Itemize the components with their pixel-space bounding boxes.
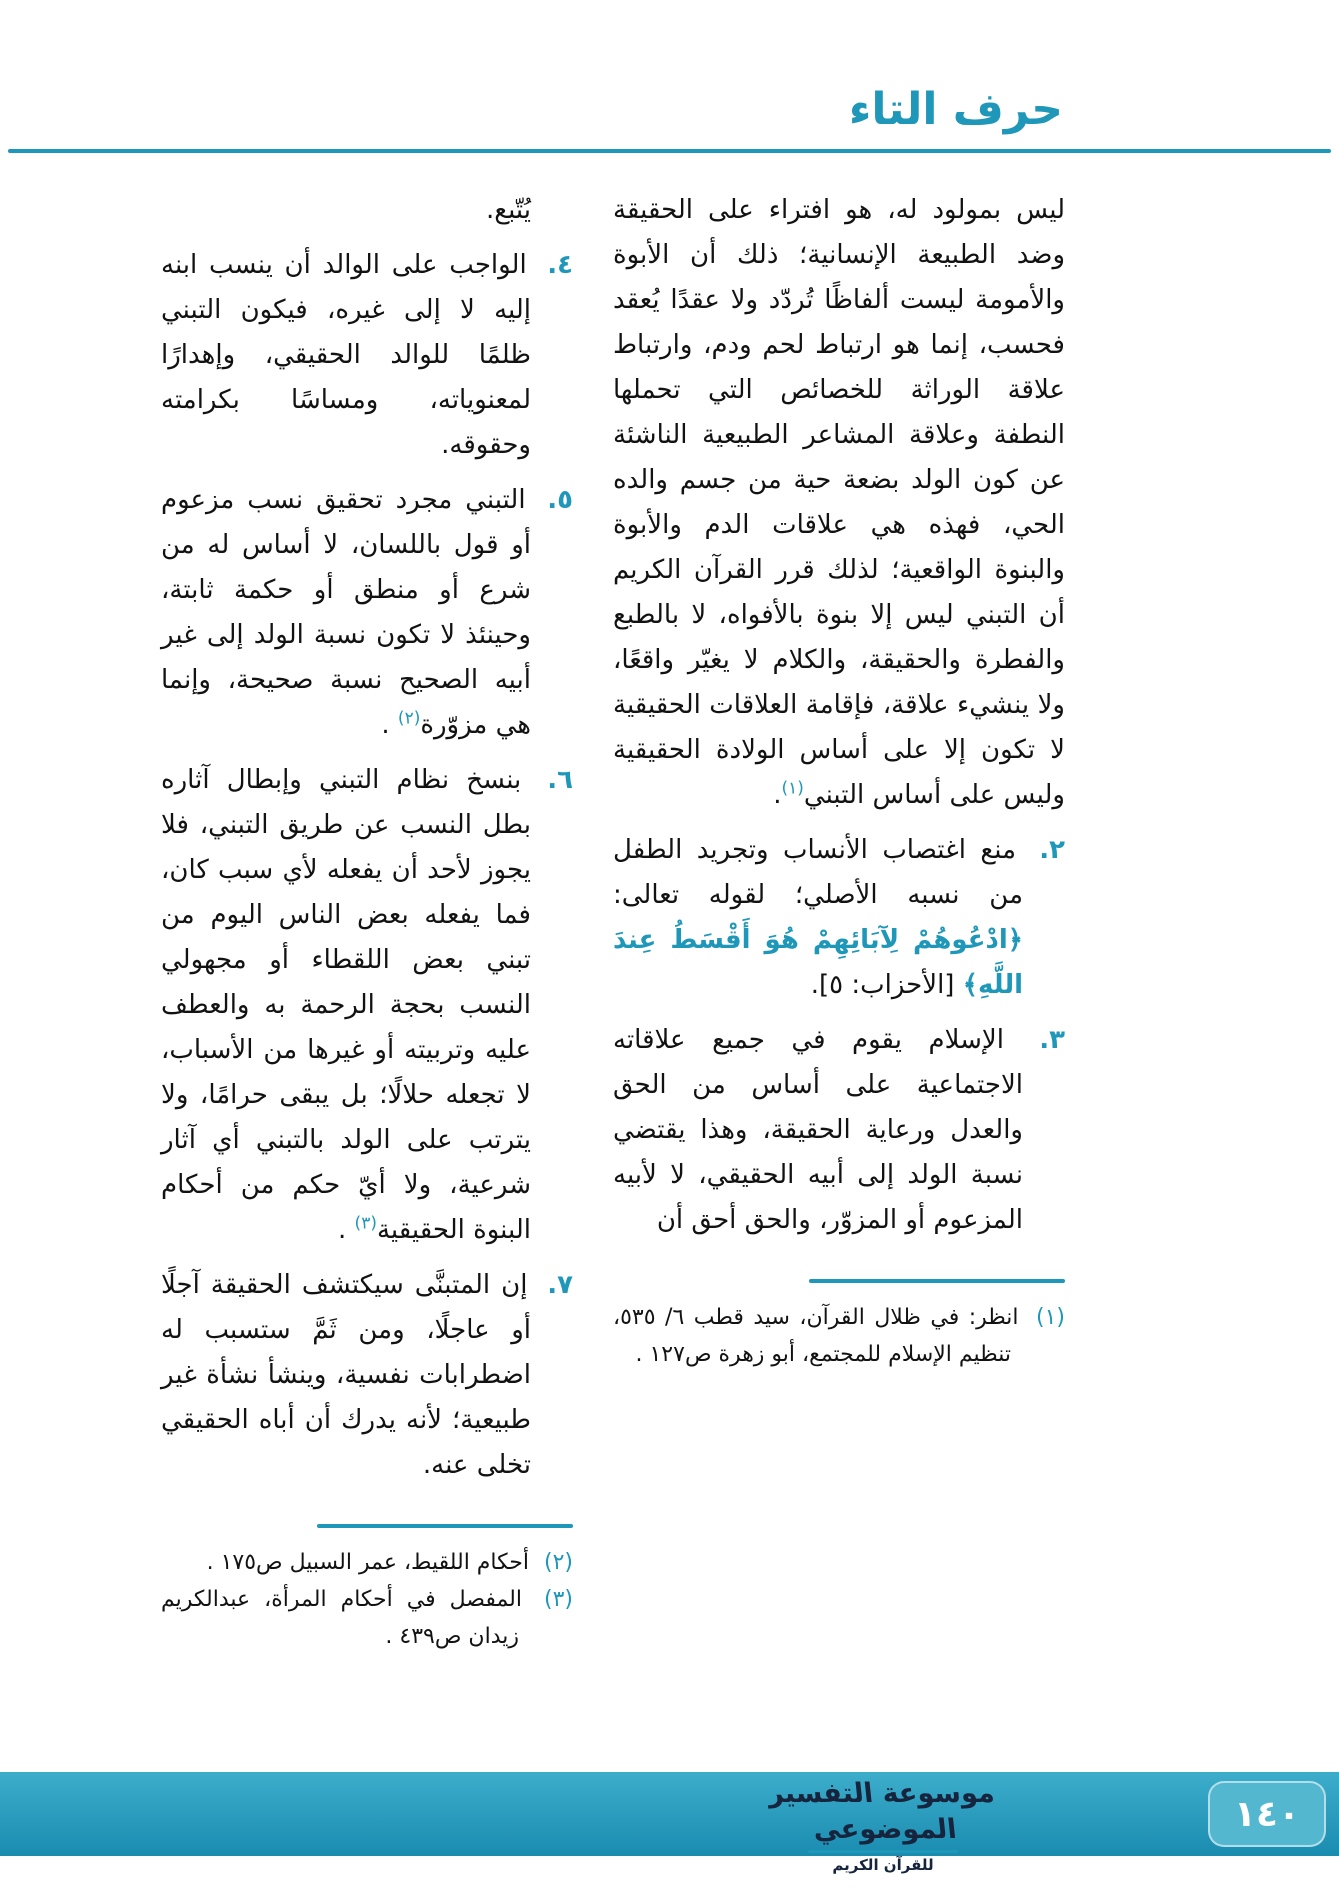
column-left-footnotes [161, 1544, 573, 1655]
text-segment: . [338, 1215, 355, 1245]
publisher-logo-subtitle: للقرآن الكريم [832, 1856, 934, 1874]
text-segment: [الأحزاب: ٥]. [810, 970, 963, 1000]
footnote-reference: (٢) [397, 708, 421, 729]
item-number: ٣. [1011, 1025, 1065, 1055]
publisher-logo [748, 1776, 1018, 1875]
numbered-item [161, 1263, 573, 1488]
column-left-text [161, 188, 573, 1488]
text-segment: منع اغتصاب الأنساب وتجريد الطفل من نسبه الأصلي؛ لقوله تعالى: [613, 835, 1023, 910]
item-number: ٧. [535, 1270, 573, 1300]
item-number: ٥. [533, 485, 573, 515]
logo-swash [808, 1850, 958, 1853]
footer-band [0, 1772, 1339, 1874]
footnote-text: المفصل في أحكام المرأة، عبدالكريم زيدان ص٤٣٩ . [161, 1587, 522, 1649]
page-content [160, 188, 1065, 1655]
text-segment: ليس بمولود له، هو افتراء على الحقيقة وضد الطبيعة الإنسانية؛ ذلك أن الأبوة والأمومة ليست ألفاظًا تُردّد ولا عقدًا يُعقد فحسب، إنما هو ارتباط لحم ودم، وارتباط علاقة الوراثة للخصائص التي تحملها النطفة وعلاقة المشاعر الطبيعية الناشئة عن كون الولد بضعة حية من جسم والده الحي، فهذه هي علاقات الدم والأبوة والبنوة الواقعية؛ لذلك قرر القرآن الكريم أن التبني ليس إلا بنوة بالأفواه، لا بالطبع والفطرة والحقيقة، والكلام لا يغيّر واقعًا، ولا ينشيء علاقة، فإقامة العلاقات الحقيقية لا تكون إلا على أساس الولادة الحقيقية وليس على أساس التبني [613, 195, 1065, 810]
numbered-item [161, 758, 573, 1253]
item-number: ٢. [1024, 835, 1065, 865]
column-right-footnotes [613, 1299, 1065, 1373]
text-segment: . [381, 710, 398, 740]
text-column-right [613, 188, 1065, 1373]
numbered-item [613, 828, 1065, 1008]
footnote-number: (١) [1026, 1305, 1066, 1330]
numbered-item [613, 1018, 1065, 1243]
footnote-reference: (١) [781, 778, 804, 799]
numbered-item [161, 243, 573, 468]
text-segment: الواجب على الوالد أن ينسب ابنه إليه لا إلى غيره، فيكون التبني ظلمًا للوالد الحقيقي، وإهدارًا لمعنوياته، ومساسًا بكرامته وحقوقه. [161, 250, 531, 460]
footnote-reference: (٣) [354, 1213, 377, 1234]
text-segment: بنسخ نظام التبني وإبطال آثاره بطل النسب عن طريق التبني، فلا يجوز لأحد أن يفعله لأي سبب كان، فما يفعله بعض الناس اليوم من تبني بعض اللقطاء أو مجهولي النسب بحجة الرحمة به والعطف عليه وتربيته أو غيرها من الأسباب، لا تجعله حلالًا؛ بل يبقى حرامًا، ولا يترتب على الولد بالتبني أي آثار شرعية، ولا أيّ حكم من أحكام البنوة الحقيقية [161, 765, 531, 1245]
numbered-item [161, 478, 573, 748]
text-column-left [161, 188, 573, 1655]
column-right-text [613, 188, 1065, 1243]
text-segment: يُتّبع. [485, 195, 531, 225]
text-segment: التبني مجرد تحقيق نسب مزعوم أو قول باللسان، لا أساس له من شرع أو منطق أو حكمة ثابتة، وحينئذ لا تكون نسبة الولد إلى غير أبيه الصحيح نسبة صحيحة، وإنما هي مزوّرة [161, 485, 531, 740]
footnote-text: انظر: في ظلال القرآن، سيد قطب ٦/ ٥٣٥، تنظيم الإسلام للمجتمع، أبو زهرة ص١٢٧ . [613, 1305, 1019, 1367]
chapter-title: حرف التاء [848, 84, 1063, 135]
text-segment: . [773, 780, 782, 810]
publisher-logo-title: موسوعة التفسير الموضوعي [766, 1778, 996, 1845]
text-segment: الإسلام يقوم في جميع علاقاته الاجتماعية على أساس من الحق والعدل ورعاية الحقيقة، وهذا يقتضي نسبة الولد إلى أبيه الحقيقي، لا لأبيه المزعوم أو المزوّر، والحق أحق أن [613, 1025, 1023, 1235]
footnote-text: أحكام اللقيط، عمر السبيل ص١٧٥ . [206, 1550, 529, 1575]
footnote [161, 1581, 573, 1655]
header-rule [8, 149, 1331, 153]
footnote [161, 1544, 573, 1581]
quran-verse: ﴿ادْعُوهُمْ لِآبَائِهِمْ هُوَ أَقْسَطُ عِندَ اللَّهِ﴾ [613, 925, 1023, 1000]
footnote-number: (٣) [530, 1587, 573, 1612]
paragraph [613, 188, 1065, 818]
paragraph [161, 188, 573, 233]
item-number: ٤. [534, 250, 573, 280]
footnote-number: (٢) [537, 1550, 573, 1575]
footnote [613, 1299, 1065, 1373]
text-segment: إن المتبنَّى سيكتشف الحقيقة آجلًا أو عاجلًا، ومن ثَمَّ ستسبب له اضطرابات نفسية، وينشأ نشأة غير طبيعية؛ لأنه يدرك أن أباه الحقيقي تخلى عنه. [161, 1270, 531, 1480]
footnote-separator [317, 1524, 573, 1528]
footnote-separator [809, 1279, 1065, 1283]
page-number-badge: ١٤٠ [1208, 1781, 1326, 1847]
item-number: ٦. [529, 765, 573, 795]
